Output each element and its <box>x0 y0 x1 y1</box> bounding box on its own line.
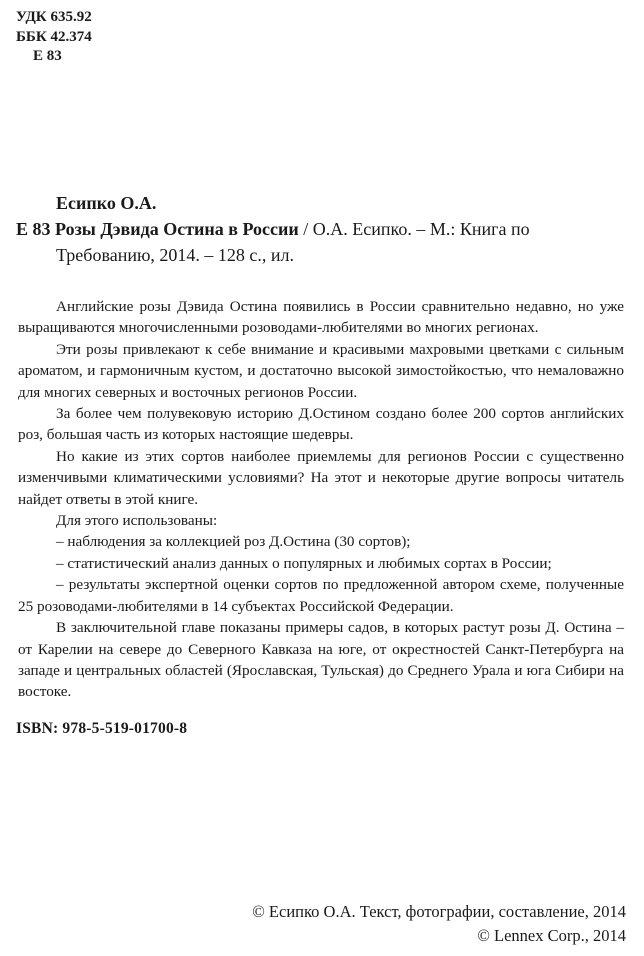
book-title: Розы Дэвида Остина в России <box>55 219 299 239</box>
copyright-author: © Есипко О.А. Текст, фотографии, составление, 2014 <box>252 902 626 921</box>
copyright-block <box>252 900 626 948</box>
annotation-paragraph: В заключительной главе показаны примеры садов, в которых растут розы Д. Остина – от Карелии на севере до Северного Кавказа на юге, от окрестностей Санкт-Петербурга на западе и центральных областей (Ярославская, Тульская) до Среднего Урала и юга Сибири на востоке. <box>18 619 624 701</box>
annotation-paragraph: Для этого использованы: <box>56 512 218 530</box>
bibliographic-record <box>16 190 628 268</box>
annotation-list-item: – результаты экспертной оценки сортов по предложенной автором схеме, полученные 25 розоводами-любителями в 14 субъектах Российской Федерации. <box>18 576 624 615</box>
bibliographic-entry <box>16 216 628 242</box>
isbn-number: ISBN: 978-5-519-01700-8 <box>16 720 188 737</box>
annotation-paragraph: Но какие из этих сортов наиболее приемлемы для регионов России с существенно изменчивыми климатическими условиями? На этот и некоторые другие вопросы читатель найдет ответы в этой книге. <box>18 447 624 508</box>
annotation-paragraph: За более чем полувековую историю Д.Остином создано более 200 сортов английских роз, большая часть из которых настоящие шедевры. <box>18 405 624 444</box>
annotation-paragraph: Английские розы Дэвида Остина появились в России сравнительно недавно, но уже выращиваются многочисленными розоводами-любителями во многих регионах. <box>18 298 624 337</box>
copyright-publisher: © Lennex Corp., 2014 <box>477 926 626 945</box>
bbk-code: ББК 42.374 <box>16 28 92 45</box>
udk-code: УДК 635.92 <box>16 9 92 25</box>
classification-block <box>16 8 92 67</box>
annotation-text <box>18 296 624 703</box>
publication-details: / О.А. Есипко. – М.: Книга по <box>298 219 530 239</box>
annotation-list-item: – наблюдения за коллекцией роз Д.Остина (30 сортов); <box>56 533 411 551</box>
publication-details-continued: Требованию, 2014. – 128 с., ил. <box>56 245 295 265</box>
author-name: Есипко О.А. <box>56 193 157 213</box>
annotation-list-item: – статистический анализ данных о популярных и любимых сортах в России; <box>56 554 552 572</box>
author-code: Е 83 <box>16 219 51 239</box>
author-mark: Е 83 <box>33 48 62 64</box>
annotation-paragraph: Эти розы привлекают к себе внимание и красивыми махровыми цветками с сильным ароматом, и гармоничным кустом, и достаточно высокой зимостойкостью, что немаловажно для многих северных и восточных регионов России. <box>18 340 624 401</box>
